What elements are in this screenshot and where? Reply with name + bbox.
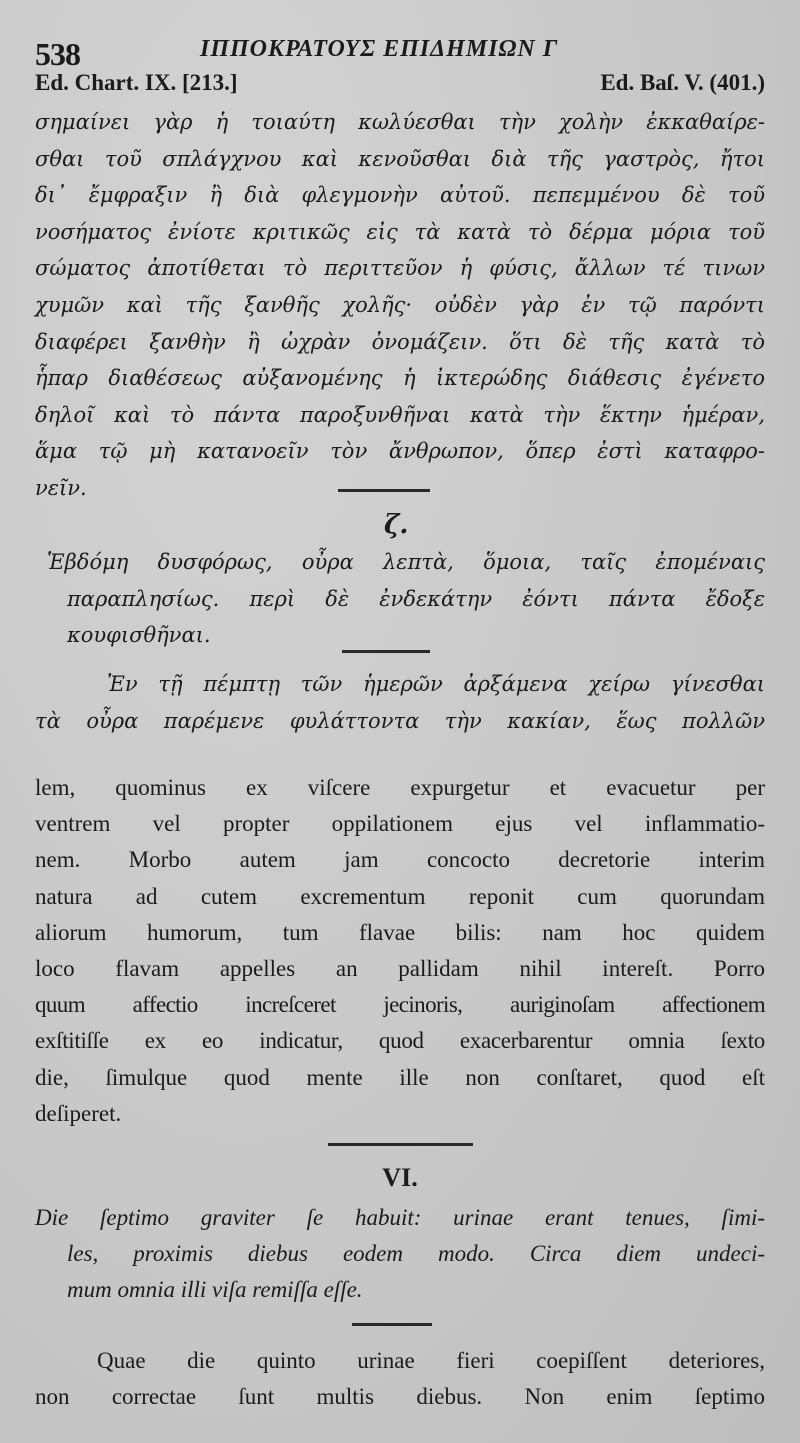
text-line: ventrem vel propter oppilationem ejus vel inflammatio- [35, 811, 765, 837]
text-line: Quae die quinto urinae fieri coepiſſent deteriores, [97, 1348, 765, 1373]
text-line: δηλοῖ καὶ τὸ πάντα παροξυνθῆναι κατὰ τὴν ἕκτην ἡμέραν, [35, 402, 765, 427]
text-line: Ἑβδόμη δυσφόρως, οὖρα λεπτὰ, ὅμοια, ταῖς ἐπομέναις [47, 550, 765, 574]
text-line: νεῖν. [35, 475, 87, 500]
section-number-greek: ζ. [384, 510, 409, 540]
greek-lemma-passage [35, 666, 765, 739]
text-line: Ἐν τῇ πέμπτῃ τῶν ἡμερῶν ἀρξάμενα χείρω γίνεσθαι [107, 672, 765, 696]
text-line: κουφισθῆναι. [67, 623, 211, 648]
section-divider [338, 489, 430, 492]
text-line: σώματος ἀποτίθεται τὸ περιττεῦον ἡ φύσις, ἄλλων τέ τινων [35, 256, 765, 281]
edition-chartier-ref: Ed. Chart. IX. [213.] [35, 70, 238, 95]
text-line: exſtitiſſe ex eo indicatur, quod exacerbarentur omnia ſexto [35, 1028, 765, 1054]
running-title: ΙΠΠΟΚΡΑΤΟΥΣ ΕΠΙΔΗΜΙΩΝ Γ [200, 36, 559, 62]
text-line: ἅμα τῷ μὴ κατανοεῖν τὸν ἄνθρωπον, ὅπερ ἐστὶ καταφρο- [35, 439, 765, 464]
text-line: les, proximis diebus eodem modo. Circa diem undeci- [67, 1241, 765, 1267]
text-line: παραπλησίως. περὶ δὲ ἐνδεκάτην ἐόντι πάντα ἔδοξε [67, 586, 765, 611]
text-line: διαφέρει ξανθὴν ἢ ὠχρὰν ὀνομάζειν. ὅτι δὲ τῆς κατὰ τὸ [35, 329, 765, 354]
text-line: nem. Morbo autem jam concocto decretorie interim [35, 847, 765, 873]
section-divider [352, 1323, 432, 1326]
text-line: aliorum humorum, tum flavae bilis: nam hoc quidem [35, 919, 765, 945]
edition-basel-ref: Ed. Baſ. V. (401.) [600, 70, 765, 95]
text-line: die, ſimulque quod mente ille non conſtaret, quod eſt [35, 1064, 765, 1090]
section-divider [328, 1143, 473, 1146]
text-line: mum omnia illi viſa remiſſa eſſe. [67, 1277, 363, 1303]
text-line: non correctae ſunt multis diebus. Non enim ſeptimo [35, 1384, 765, 1410]
section-divider [342, 650, 430, 653]
text-line: χυμῶν καὶ τῆς ξανθῆς χολῆς· οὐδὲν γὰρ ἐν τῷ παρόντι [35, 292, 765, 317]
text-line: deſiperet. [35, 1100, 122, 1126]
text-line: quum affectio increſceret jecinoris, auriginoſam affectionem [35, 992, 765, 1018]
text-line: ἧπαρ διαθέσεως αὐξανομένης ἡ ἰκτερώδης διάθεσις ἐγένετο [35, 366, 765, 391]
edition-references [35, 70, 765, 104]
text-line: Die ſeptimo graviter ſe habuit: urinae erant tenues, ſimi- [35, 1205, 765, 1230]
text-line: νοσήματος ἐνίοτε κριτικῶς εἰς τὰ κατὰ τὸ δέρμα μόρια τοῦ [35, 219, 765, 244]
running-header [35, 30, 760, 70]
text-line: loco flavam appelles an pallidam nihil intereſt. Porro [35, 955, 765, 981]
latin-translation-passage [35, 770, 765, 1132]
text-line: lem, quominus ex viſcere expurgetur et evacuetur per [35, 775, 765, 800]
text-line: δι᾽ ἔμφραξιν ἢ διὰ φλεγμονὴν αὐτοῦ. πεπεμμένου δὲ τοῦ [35, 183, 765, 208]
text-line: σθαι τοῦ σπλάγχνου καὶ κενοῦσθαι διὰ τῆς γαστρὸς, ἤτοι [35, 146, 765, 171]
text-line: σημαίνει γὰρ ἡ τοιαύτη κωλύεσθαι τὴν χολὴν ἐκκαθαίρε- [35, 110, 765, 134]
text-line: natura ad cutem excrementum reponit cum quorundam [35, 883, 765, 909]
latin-aphorism-translation [35, 1200, 765, 1309]
page-number: 538 [35, 36, 80, 72]
greek-commentary-passage [35, 104, 765, 507]
text-line: τὰ οὖρα παρέμενε φυλάττοντα τὴν κακίαν, ἕως πολλῶν [35, 708, 765, 733]
section-number-roman: VI. [382, 1163, 418, 1192]
greek-aphorism-passage [35, 544, 765, 654]
latin-lemma-translation [35, 1343, 765, 1415]
